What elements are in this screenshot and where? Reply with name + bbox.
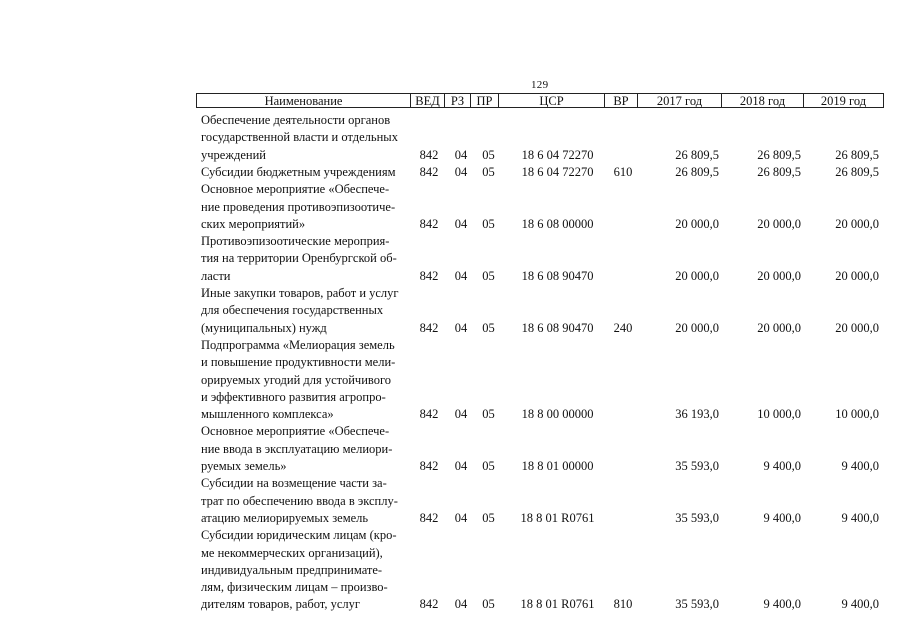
cell-2017: 20 000,0 [675,320,719,335]
cell-pr: 05 [482,268,495,283]
row-name-line: Иные закупки товаров, работ и услуг [201,286,399,300]
cell-ved: 842 [419,510,439,525]
header-vr: ВР [605,94,638,107]
cell-csr: 18 6 04 72270 [521,164,594,179]
cell-pr: 05 [482,147,495,162]
cell-2018: 9 400,0 [763,459,801,473]
cell-rz: 04 [454,268,468,283]
cell-2018: 26 809,5 [757,164,801,179]
cell-2018: 20 000,0 [757,268,801,283]
row-name-line: ласти [201,268,231,283]
row-name-line: орируемых угодий для устойчивого [201,372,392,387]
header-name: Наименование [197,94,411,107]
cell-ved: 842 [419,407,439,422]
cell-rz: 04 [454,597,468,612]
row-name-line: Основное мероприятие «Обеспече- [201,182,390,197]
cell-pr: 05 [482,597,495,612]
header-ved: ВЕД [411,94,445,107]
row-name-line: Подпрограмма «Мелиорация земель [201,337,395,352]
cell-ved: 842 [419,320,439,335]
row-name-line: атацию мелиорируемых земель [201,510,369,525]
row-name-line: дителям товаров, работ, услуг [201,597,360,612]
row-name-line: Основное мероприятие «Обеспече- [201,424,390,439]
cell-csr: 18 6 08 90470 [521,268,594,283]
cell-rz: 04 [454,510,468,525]
cell-ved: 842 [419,164,439,179]
cell-2018: 10 000,0 [757,407,801,422]
row-name-line: индивидуальным предпринимате- [201,562,383,577]
cell-rz: 04 [454,216,468,231]
cell-2019: 9 400,0 [841,459,879,473]
cell-2017: 26 809,5 [675,164,719,179]
row-name-line: Субсидии юридическим лицам (кро- [201,528,397,543]
cell-vr: 810 [613,597,633,612]
cell-ved: 842 [419,268,439,283]
cell-csr: 18 8 01 R0761 [520,597,595,612]
cell-2017: 36 193,0 [675,407,719,422]
cell-csr: 18 8 00 00000 [521,407,594,422]
cell-ved: 842 [419,216,439,231]
cell-ved: 842 [419,597,439,612]
cell-csr: 18 8 01 R0761 [520,510,595,525]
cell-pr: 05 [482,164,495,179]
row-name-line: ние ввода в эксплуатацию мелиори- [201,441,393,456]
cell-rz: 04 [454,147,468,162]
row-name-line: (муниципальных) нужд [201,320,327,335]
row-name-line: ние проведения противоэпизоотиче- [201,199,396,214]
cell-vr: 240 [613,320,633,335]
header-rz: РЗ [445,94,471,107]
cell-2019: 9 400,0 [841,510,879,525]
row-name-line: трат по обеспечению ввода в эксплу- [201,493,398,508]
cell-csr: 18 6 08 90470 [521,320,594,335]
table-header [196,93,884,108]
row-name-line: Обеспечение деятельности органов [201,113,391,127]
row-name-line: лям, физическим лицам – произво- [201,580,388,595]
row-name-line: учреждений [201,147,266,162]
cell-2017: 20 000,0 [675,216,719,231]
cell-2018: 20 000,0 [757,320,801,335]
row-name-line: государственной власти и отдельных [201,130,398,145]
cell-2019: 9 400,0 [841,597,879,612]
row-name-line: ме некоммерческих организаций), [201,545,383,560]
row-name-line: Субсидии бюджетным учреждениям [201,164,396,179]
row-name-line: и эффективного развития агропро- [201,389,386,404]
cell-ved: 842 [419,147,439,162]
row-name-line: Противоэпизоотические мероприя- [201,234,390,249]
cell-2017: 20 000,0 [675,268,719,283]
cell-pr: 05 [482,216,495,231]
page-number: 129 [531,79,549,91]
cell-csr: 18 8 01 00000 [521,459,594,473]
cell-2019: 20 000,0 [835,320,879,335]
row-name-line: для обеспечения государственных [201,303,384,318]
cell-pr: 05 [482,320,495,335]
cell-2019: 26 809,5 [835,164,879,179]
row-name-line: мышленного комплекса» [201,407,334,422]
cell-2017: 35 593,0 [675,597,719,612]
header-2017: 2017 год [638,94,722,107]
header-pr: ПР [471,94,499,107]
row-name-line: ских мероприятий» [201,216,306,231]
cell-2018: 20 000,0 [757,216,801,231]
cell-2017: 26 809,5 [675,147,719,162]
cell-2018: 9 400,0 [763,510,801,525]
cell-rz: 04 [454,459,468,473]
cell-pr: 05 [482,510,495,525]
cell-vr: 610 [613,164,633,179]
cell-2017: 35 593,0 [675,459,719,473]
cell-2018: 26 809,5 [757,147,801,162]
cell-ved: 842 [419,459,439,473]
row-name-line: руемых земель» [201,459,287,473]
cell-rz: 04 [454,320,468,335]
cell-2017: 35 593,0 [675,510,719,525]
cell-rz: 04 [454,407,468,422]
cell-2019: 20 000,0 [835,268,879,283]
cell-2018: 9 400,0 [763,597,801,612]
cell-rz: 04 [454,164,468,179]
cell-pr: 05 [482,459,495,473]
cell-2019: 26 809,5 [835,147,879,162]
row-name-line: тия на территории Оренбургской об- [201,251,397,266]
cell-2019: 20 000,0 [835,216,879,231]
header-2019: 2019 год [820,94,867,108]
cell-pr: 05 [482,407,495,422]
row-name-line: и повышение продуктивности мели- [201,355,396,370]
row-name-line: Субсидии на возмещение части за- [201,476,387,491]
header-csr: ЦСР [499,94,605,107]
cell-2019: 10 000,0 [835,407,879,422]
header-2018: 2018 год [722,94,804,107]
cell-csr: 18 6 08 00000 [521,216,594,231]
cell-csr: 18 6 04 72270 [521,147,594,162]
